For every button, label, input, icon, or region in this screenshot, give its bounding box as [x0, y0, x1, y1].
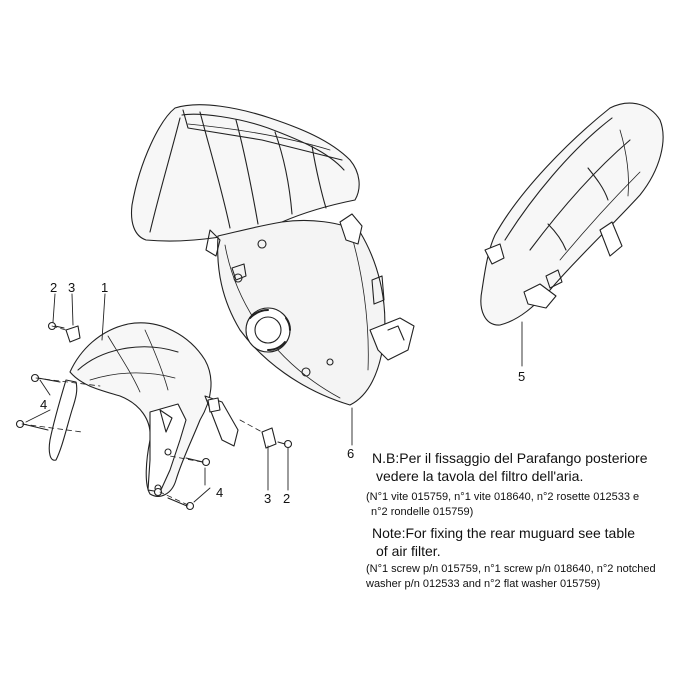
callout-label-1: 1 [101, 280, 109, 295]
note-italian-detail-line-1: (N°1 vite 015759, n°1 vite 018640, n°2 rosette 012533 e [366, 491, 640, 503]
note-english-detail-line-1: (N°1 screw p/n 015759, n°1 screw p/n 018640, n°2 notched [366, 563, 656, 575]
callout-label-6: 6 [347, 446, 355, 461]
callout-label-4-right: 4 [216, 485, 224, 500]
note-english-line-1: Note:For fixing the rear muguard see table [372, 525, 636, 541]
callout-label-5: 5 [518, 369, 526, 384]
note-italian-detail-line-2: n°2 rondelle 015759) [371, 506, 474, 518]
callout-label-3-top: 3 [68, 280, 76, 295]
note-english-line-2: of air filter. [376, 543, 441, 559]
note-english-detail-line-2: washer p/n 012533 and n°2 flat washer 015759) [366, 578, 601, 590]
callout-label-3-bottom: 3 [264, 491, 272, 506]
callout-label-2-top: 2 [50, 280, 58, 295]
front-mudguard-part-1 [17, 323, 292, 510]
callout-label-2-bottom: 2 [283, 491, 291, 506]
note-italian-line-1: N.B:Per il fissaggio del Parafango posteriore [372, 450, 648, 466]
note-italian-line-2: vedere la tavola del filtro dell'aria. [376, 468, 584, 484]
callout-label-4-left: 4 [40, 397, 48, 412]
assembled-front-mudguard-part-5 [481, 103, 663, 366]
